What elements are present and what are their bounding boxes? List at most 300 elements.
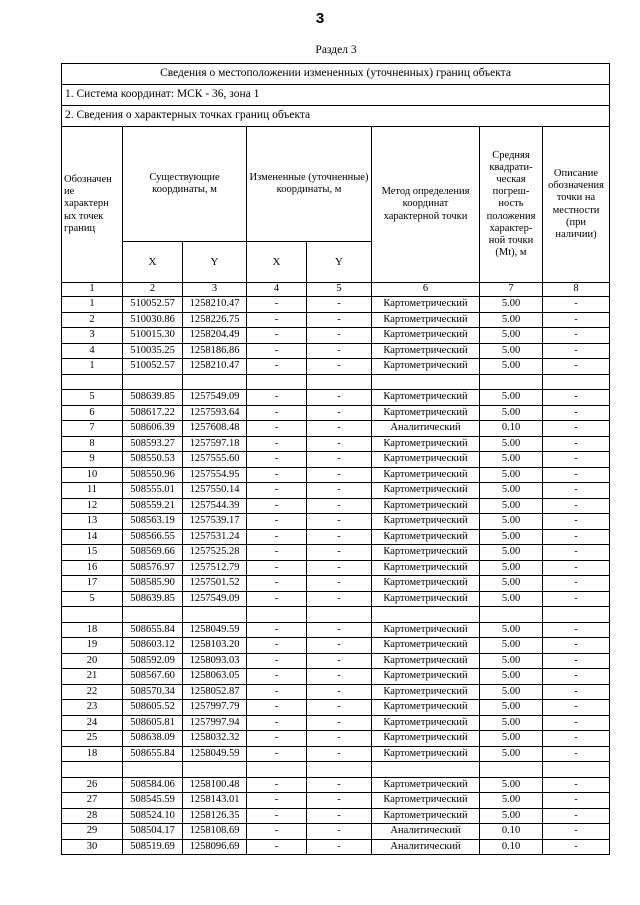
description-cell: - [543,576,610,592]
table-row [62,359,610,375]
method-cell: Картометрический [372,746,480,762]
accuracy-cell: 5.00 [480,808,543,824]
table-row [62,297,610,313]
x-changed-cell: - [247,684,307,700]
description-cell: - [543,653,610,669]
table-row [62,731,610,747]
y-changed-cell: - [307,545,372,561]
empty-cell [62,607,123,623]
y-changed-cell: - [307,343,372,359]
empty-cell [307,762,372,778]
empty-cell [480,374,543,390]
y-existing-cell: 1257549.09 [183,390,247,406]
x-changed-cell: - [247,560,307,576]
description-cell: - [543,700,610,716]
empty-cell [62,762,123,778]
header-description: Описание обозначения точки на местности (при наличии) [543,127,610,283]
y-changed-cell: - [307,576,372,592]
x-existing-cell: 508559.21 [123,498,183,514]
method-cell: Картометрический [372,328,480,344]
method-cell: Картометрический [372,638,480,654]
accuracy-cell: 5.00 [480,452,543,468]
table-row [62,684,610,700]
point-number-cell: 23 [62,700,123,716]
y-changed-cell: - [307,529,372,545]
x-changed-cell: - [247,591,307,607]
y-changed-cell: - [307,653,372,669]
accuracy-cell: 5.00 [480,390,543,406]
y-existing-cell: 1257501.52 [183,576,247,592]
accuracy-cell: 5.00 [480,684,543,700]
description-cell: - [543,824,610,840]
y-existing-cell: 1257531.24 [183,529,247,545]
x-existing-cell: 508563.19 [123,514,183,530]
empty-cell [543,374,610,390]
column-number: 6 [372,283,480,297]
y-existing-cell: 1257544.39 [183,498,247,514]
x-existing-cell: 508655.84 [123,746,183,762]
method-cell: Картометрический [372,731,480,747]
point-number-cell: 5 [62,390,123,406]
accuracy-cell: 0.10 [480,421,543,437]
table-row [62,839,610,855]
method-cell: Картометрический [372,777,480,793]
x-existing-cell: 510035.25 [123,343,183,359]
method-cell: Картометрический [372,700,480,716]
empty-cell [307,607,372,623]
y-existing-cell: 1258204.49 [183,328,247,344]
table-row [62,436,610,452]
x-changed-cell: - [247,545,307,561]
y-existing-cell: 1258063.05 [183,669,247,685]
y-changed-cell: - [307,669,372,685]
table-row [62,669,610,685]
method-cell: Картометрический [372,545,480,561]
y-changed-cell: - [307,312,372,328]
empty-cell [543,762,610,778]
x-existing-cell: 508585.90 [123,576,183,592]
header-changed-coordinates: Измененные (уточненные) координаты, м [247,127,372,242]
x-existing-cell: 508504.17 [123,824,183,840]
y-changed-cell: - [307,514,372,530]
method-cell: Картометрический [372,405,480,421]
method-cell: Картометрический [372,436,480,452]
accuracy-cell: 5.00 [480,545,543,561]
y-changed-cell: - [307,700,372,716]
y-existing-cell: 1258052.87 [183,684,247,700]
description-cell: - [543,312,610,328]
empty-cell [123,762,183,778]
point-number-cell: 3 [62,328,123,344]
table-row [62,808,610,824]
table-title: Сведения о местоположении измененных (уточненных) границ объекта [62,64,610,85]
description-cell: - [543,545,610,561]
accuracy-cell: 5.00 [480,731,543,747]
description-cell: - [543,529,610,545]
x-changed-cell: - [247,746,307,762]
x-changed-cell: - [247,576,307,592]
y-changed-cell: - [307,498,372,514]
empty-cell [183,607,247,623]
empty-cell [480,607,543,623]
point-number-cell: 8 [62,436,123,452]
x-existing-cell: 510030.86 [123,312,183,328]
y-existing-cell: 1257550.14 [183,483,247,499]
y-existing-cell: 1257539.17 [183,514,247,530]
method-cell: Картометрический [372,514,480,530]
x-existing-cell: 508569.66 [123,545,183,561]
description-cell: - [543,622,610,638]
y-existing-cell: 1258032.32 [183,731,247,747]
x-changed-cell: - [247,808,307,824]
point-number-cell: 5 [62,591,123,607]
table-row [62,777,610,793]
x-changed-cell: - [247,297,307,313]
point-number-cell: 24 [62,715,123,731]
table-row [62,700,610,716]
description-cell: - [543,483,610,499]
y-changed-cell: - [307,359,372,375]
y-existing-cell: 1258049.59 [183,746,247,762]
point-number-cell: 12 [62,498,123,514]
empty-cell [247,607,307,623]
y-existing-cell: 1257997.79 [183,700,247,716]
method-cell: Картометрический [372,498,480,514]
method-cell: Картометрический [372,576,480,592]
header-accuracy: Средняя квадрати-ческая погреш-ность положения характер-ной точки (Mt), м [480,127,543,283]
table-row [62,498,610,514]
y-existing-cell: 1258108.69 [183,824,247,840]
coordinate-system-line: 1. Система координат: МСК - 36, зона 1 [62,85,610,106]
column-number: 4 [247,283,307,297]
x-existing-cell: 508567.60 [123,669,183,685]
description-cell: - [543,777,610,793]
accuracy-cell: 5.00 [480,343,543,359]
description-cell: - [543,746,610,762]
x-existing-cell: 508550.96 [123,467,183,483]
table-row [62,312,610,328]
description-cell: - [543,405,610,421]
point-number-cell: 18 [62,746,123,762]
x-existing-cell: 508524.10 [123,808,183,824]
accuracy-cell: 5.00 [480,312,543,328]
method-cell: Аналитический [372,839,480,855]
description-cell: - [543,343,610,359]
description-cell: - [543,591,610,607]
boundary-points-table [61,63,610,855]
header-method: Метод определения координат характерной точки [372,127,480,283]
x-existing-cell: 508639.85 [123,591,183,607]
x-existing-cell: 508566.55 [123,529,183,545]
x-changed-cell: - [247,405,307,421]
description-cell: - [543,452,610,468]
method-cell: Картометрический [372,560,480,576]
y-changed-cell: - [307,560,372,576]
x-existing-cell: 508570.34 [123,684,183,700]
x-changed-cell: - [247,312,307,328]
column-number: 8 [543,283,610,297]
y-changed-cell: - [307,839,372,855]
x-changed-cell: - [247,777,307,793]
y-changed-cell: - [307,824,372,840]
x-changed-cell: - [247,715,307,731]
accuracy-cell: 5.00 [480,576,543,592]
point-number-cell: 4 [62,343,123,359]
point-number-cell: 29 [62,824,123,840]
accuracy-cell: 5.00 [480,653,543,669]
accuracy-cell: 5.00 [480,560,543,576]
column-number: 2 [123,283,183,297]
table-row [62,793,610,809]
point-number-cell: 17 [62,576,123,592]
x-changed-cell: - [247,529,307,545]
y-changed-cell: - [307,405,372,421]
method-cell: Картометрический [372,591,480,607]
point-number-cell: 25 [62,731,123,747]
method-cell: Картометрический [372,297,480,313]
y-existing-cell: 1257549.09 [183,591,247,607]
y-existing-cell: 1258103.20 [183,638,247,654]
accuracy-cell: 5.00 [480,793,543,809]
table-row [62,483,610,499]
point-number-cell: 13 [62,514,123,530]
table-row [62,343,610,359]
point-number-cell: 7 [62,421,123,437]
accuracy-cell: 5.00 [480,638,543,654]
x-changed-cell: - [247,452,307,468]
method-cell: Картометрический [372,359,480,375]
description-cell: - [543,560,610,576]
table-row [62,467,610,483]
y-changed-cell: - [307,731,372,747]
description-cell: - [543,669,610,685]
table-row [62,576,610,592]
empty-cell [247,762,307,778]
table-row [62,560,610,576]
method-cell: Картометрический [372,653,480,669]
point-number-cell: 27 [62,793,123,809]
description-cell: - [543,328,610,344]
x-existing-cell: 508592.09 [123,653,183,669]
column-number: 1 [62,283,123,297]
point-number-cell: 18 [62,622,123,638]
x-existing-cell: 510052.57 [123,359,183,375]
table-row [62,824,610,840]
x-existing-cell: 508603.12 [123,638,183,654]
method-cell: Картометрический [372,622,480,638]
y-changed-cell: - [307,777,372,793]
column-number: 7 [480,283,543,297]
empty-cell [123,374,183,390]
accuracy-cell: 5.00 [480,405,543,421]
accuracy-cell: 5.00 [480,297,543,313]
y-changed-cell: - [307,684,372,700]
description-cell: - [543,297,610,313]
x-existing-cell: 508576.97 [123,560,183,576]
empty-cell [183,374,247,390]
x-changed-cell: - [247,328,307,344]
y-existing-cell: 1257554.95 [183,467,247,483]
table-row [62,452,610,468]
accuracy-cell: 5.00 [480,700,543,716]
empty-cell [62,374,123,390]
description-cell: - [543,498,610,514]
x-changed-cell: - [247,700,307,716]
y-existing-cell: 1257597.18 [183,436,247,452]
description-cell: - [543,839,610,855]
accuracy-cell: 5.00 [480,715,543,731]
description-cell: - [543,390,610,406]
x-changed-cell: - [247,622,307,638]
point-number-cell: 6 [62,405,123,421]
method-cell: Картометрический [372,793,480,809]
y-changed-cell: - [307,436,372,452]
section-label: Раздел 3 [315,44,357,56]
table-row [62,514,610,530]
x-existing-cell: 508593.27 [123,436,183,452]
x-changed-cell: - [247,731,307,747]
description-cell: - [543,731,610,747]
accuracy-cell: 5.00 [480,746,543,762]
method-cell: Аналитический [372,421,480,437]
y-existing-cell: 1258143.01 [183,793,247,809]
x-existing-cell: 508584.06 [123,777,183,793]
x-changed-cell: - [247,793,307,809]
accuracy-cell: 5.00 [480,328,543,344]
header-x-existing: X [123,242,183,283]
y-changed-cell: - [307,793,372,809]
header-point-designation: Обозначен ие характерн ых точек границ [62,127,123,283]
x-existing-cell: 510015.30 [123,328,183,344]
empty-cell [123,607,183,623]
empty-cell [372,607,480,623]
table-row [62,622,610,638]
y-existing-cell: 1257608.48 [183,421,247,437]
method-cell: Картометрический [372,684,480,700]
description-cell: - [543,467,610,483]
table-row [62,746,610,762]
y-changed-cell: - [307,715,372,731]
empty-cell [183,762,247,778]
method-cell: Картометрический [372,390,480,406]
point-number-cell: 15 [62,545,123,561]
empty-cell [372,762,480,778]
x-changed-cell: - [247,498,307,514]
accuracy-cell: 5.00 [480,498,543,514]
x-changed-cell: - [247,824,307,840]
y-existing-cell: 1257525.28 [183,545,247,561]
point-number-cell: 1 [62,359,123,375]
point-number-cell: 9 [62,452,123,468]
x-existing-cell: 508617.22 [123,405,183,421]
table-row [62,328,610,344]
point-number-cell: 26 [62,777,123,793]
y-changed-cell: - [307,328,372,344]
point-number-cell: 22 [62,684,123,700]
x-changed-cell: - [247,436,307,452]
table-row [62,591,610,607]
accuracy-cell: 5.00 [480,669,543,685]
x-existing-cell: 508545.59 [123,793,183,809]
x-existing-cell: 508550.53 [123,452,183,468]
y-existing-cell: 1258096.69 [183,839,247,855]
table-row [62,545,610,561]
x-changed-cell: - [247,483,307,499]
description-cell: - [543,808,610,824]
x-changed-cell: - [247,653,307,669]
x-changed-cell: - [247,514,307,530]
y-changed-cell: - [307,622,372,638]
description-cell: - [543,793,610,809]
description-cell: - [543,514,610,530]
accuracy-cell: 5.00 [480,591,543,607]
x-existing-cell: 508605.52 [123,700,183,716]
column-numbers-row [62,283,610,297]
point-number-cell: 28 [62,808,123,824]
y-existing-cell: 1258049.59 [183,622,247,638]
y-existing-cell: 1257555.60 [183,452,247,468]
y-existing-cell: 1257512.79 [183,560,247,576]
method-cell: Картометрический [372,529,480,545]
description-cell: - [543,436,610,452]
table-row [62,390,610,406]
accuracy-cell: 0.10 [480,839,543,855]
empty-cell [247,374,307,390]
y-changed-cell: - [307,421,372,437]
table-row [62,421,610,437]
accuracy-cell: 5.00 [480,359,543,375]
empty-separator-row [62,374,610,390]
y-changed-cell: - [307,483,372,499]
y-changed-cell: - [307,638,372,654]
x-existing-cell: 508555.01 [123,483,183,499]
description-cell: - [543,715,610,731]
point-number-cell: 2 [62,312,123,328]
point-number-cell: 1 [62,297,123,313]
accuracy-cell: 5.00 [480,622,543,638]
y-changed-cell: - [307,467,372,483]
header-y-changed: Y [307,242,372,283]
table-row [62,529,610,545]
x-changed-cell: - [247,467,307,483]
x-existing-cell: 508605.81 [123,715,183,731]
method-cell: Картометрический [372,467,480,483]
y-changed-cell: - [307,452,372,468]
empty-cell [372,374,480,390]
x-changed-cell: - [247,390,307,406]
method-cell: Аналитический [372,824,480,840]
y-existing-cell: 1258210.47 [183,359,247,375]
page-number: 3 [315,10,325,27]
y-changed-cell: - [307,390,372,406]
point-number-cell: 21 [62,669,123,685]
point-number-cell: 11 [62,483,123,499]
description-cell: - [543,684,610,700]
column-number: 3 [183,283,247,297]
y-changed-cell: - [307,746,372,762]
y-existing-cell: 1257593.64 [183,405,247,421]
empty-separator-row [62,607,610,623]
point-number-cell: 20 [62,653,123,669]
method-cell: Картометрический [372,312,480,328]
table-row [62,405,610,421]
description-cell: - [543,638,610,654]
y-existing-cell: 1258226.75 [183,312,247,328]
y-existing-cell: 1258100.48 [183,777,247,793]
table-row [62,638,610,654]
point-number-cell: 14 [62,529,123,545]
header-existing-coordinates: Существующие координаты, м [123,127,247,242]
